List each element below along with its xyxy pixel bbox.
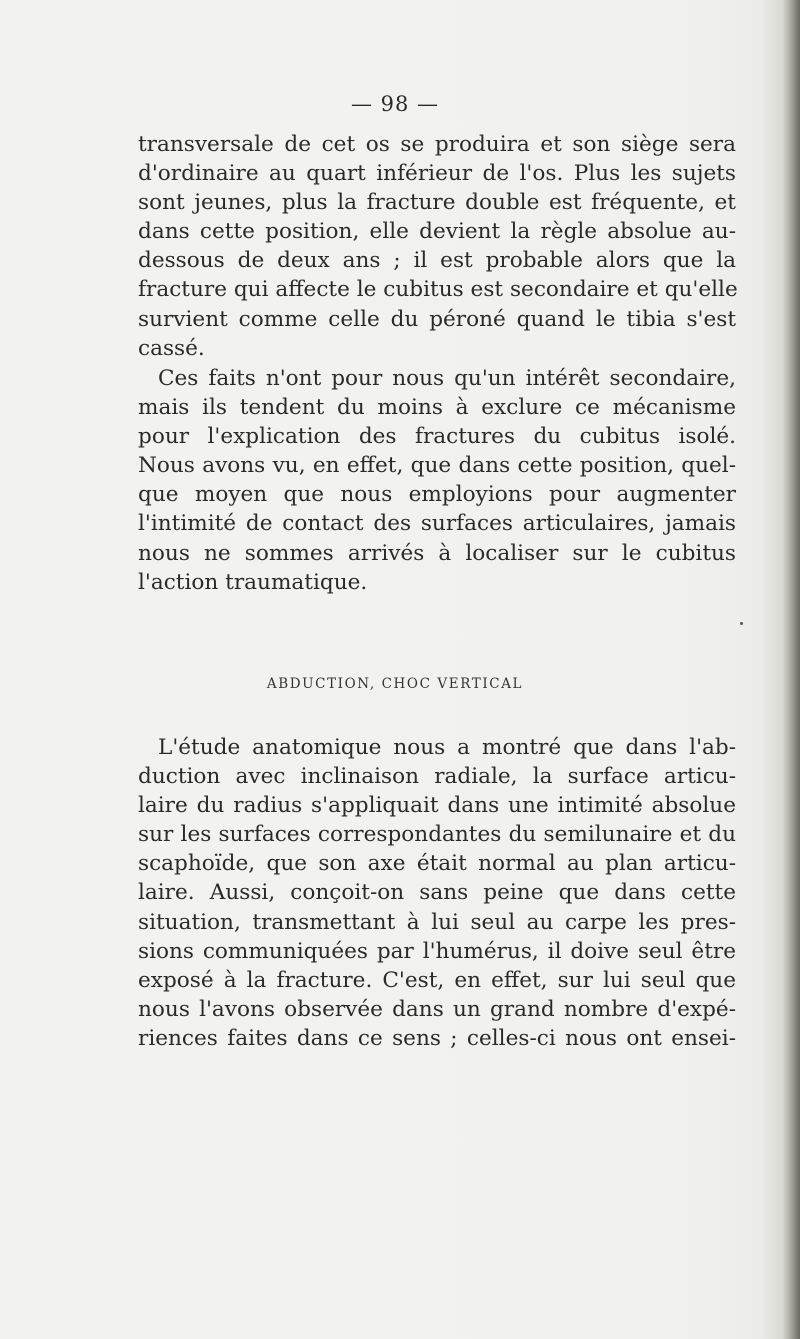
section-heading: ABDUCTION, CHOC VERTICAL xyxy=(266,676,524,692)
text-line: d'ordinaire au quart inférieur de l'os. Plus les sujets xyxy=(138,161,736,187)
text-line: que moyen que nous employions pour augmenter xyxy=(138,482,736,508)
text-line: laire du radius s'appliquait dans une intimité absolue xyxy=(138,793,736,819)
text-line: dans cette position, elle devient la règle absolue au- xyxy=(138,219,736,245)
text-line: mais ils tendent du moins à exclure ce mécanisme xyxy=(138,395,736,421)
text-line: sur les surfaces correspondantes du semilunaire et du xyxy=(138,822,736,848)
text-line: exposé à la fracture. C'est, en effet, sur lui seul que xyxy=(138,967,736,993)
text-line: nous l'avons observée dans un grand nombre d'expé- xyxy=(138,996,736,1022)
text-line: survient comme celle du péroné quand le tibia s'est xyxy=(138,306,736,332)
text-line: situation, transmettant à lui seul au carpe les pres- xyxy=(138,909,736,935)
text-line: laire. Aussi, conçoit-on sans peine que dans cette xyxy=(138,880,736,906)
text-line: riences faites dans ce sens ; celles-ci nous ont ensei- xyxy=(138,1025,736,1051)
page-edge-shadow xyxy=(782,0,800,1339)
text-line: fracture qui affecte le cubitus est secondaire et qu'elle xyxy=(138,277,738,303)
text-line: pour l'explication des fractures du cubitus isolé. xyxy=(138,424,736,450)
text-line: sions communiquées par l'humérus, il doive seul être xyxy=(138,938,736,964)
text-line: Ces faits n'ont pour nous qu'un intérêt secondaire, xyxy=(158,366,736,391)
paragraph-3 xyxy=(138,733,736,1053)
page-number: — 98 — xyxy=(350,92,440,116)
text-line: l'intimité de contact des surfaces articulaires, jamais xyxy=(138,511,736,537)
text-line: L'étude anatomique nous a montré que dans l'ab- xyxy=(158,735,736,760)
text-line: nous ne sommes arrivés à localiser sur le cubitus xyxy=(138,540,736,566)
text-line: transversale de cet os se produira et son siège sera xyxy=(138,132,736,157)
text-line: l'action traumatique. xyxy=(138,569,368,595)
text-line: scaphoïde, que son axe était normal au plan articu- xyxy=(138,851,736,877)
text-line: dessous de deux ans ; il est probable alors que la xyxy=(138,248,736,274)
text-line: cassé. xyxy=(138,335,205,361)
paragraph-2 xyxy=(138,364,736,597)
text-line: Nous avons vu, en effet, que dans cette position, quel- xyxy=(138,453,736,479)
text-line: sont jeunes, plus la fracture double est fréquente, et xyxy=(138,190,736,216)
stray-ink-dot xyxy=(740,622,743,625)
text-line: duction avec inclinaison radiale, la surface articu- xyxy=(138,764,736,790)
paragraph-1 xyxy=(138,130,736,363)
